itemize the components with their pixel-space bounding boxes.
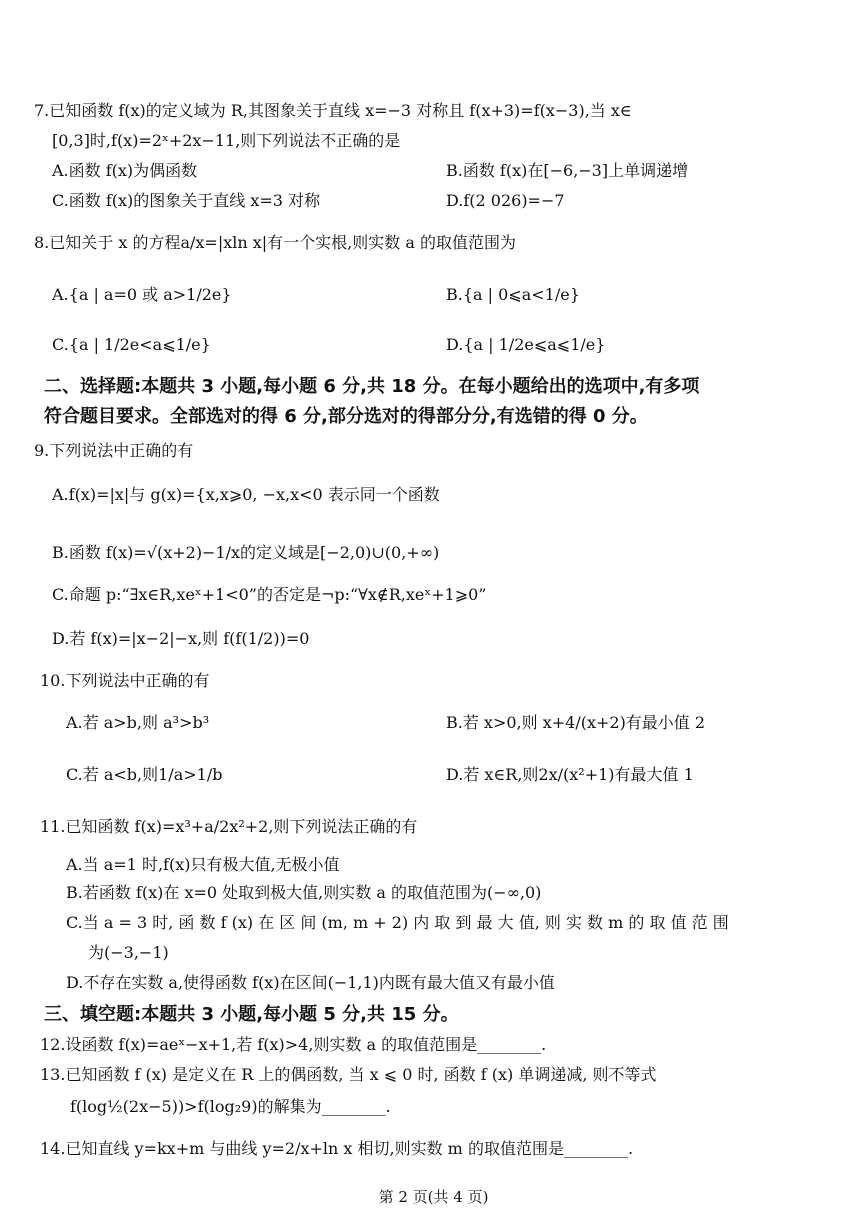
- q13-line1: 13.已知函数 f (x) 是定义在 R 上的偶函数, 当 x ⩽ 0 时, 函数 f (x) 单调递减, 则不等式: [40, 1065, 657, 1084]
- q7-option-b: B.函数 f(x)在[−6,−3]上单调递增: [446, 161, 689, 180]
- q11-option-b: B.若函数 f(x)在 x=0 处取到极大值,则实数 a 的取值范围为(−∞,0): [66, 883, 542, 902]
- q7-option-c: C.函数 f(x)的图象关于直线 x=3 对称: [52, 191, 321, 210]
- page-footer: 第 2 页(共 4 页): [378, 1188, 489, 1206]
- section-2-heading-line2: 符合题目要求。全部选对的得 6 分,部分选对的得部分分,有选错的得 0 分。: [44, 406, 648, 427]
- q9-option-b: B.函数 f(x)=√(x+2)−1/x的定义域是[−2,0)∪(0,+∞): [52, 543, 440, 562]
- q9-option-a: A.f(x)=|x|与 g(x)={x,x⩾0, −x,x<0 表示同一个函数: [52, 485, 440, 504]
- q9-option-d: D.若 f(x)=|x−2|−x,则 f(f(1/2))=0: [52, 629, 310, 648]
- q7-stem-line1: 7.已知函数 f(x)的定义域为 R,其图象关于直线 x=−3 对称且 f(x+3)=f(x−3),当 x∈: [34, 101, 632, 120]
- q11-stem: 11.已知函数 f(x)=x³+a/2x²+2,则下列说法正确的有: [40, 817, 418, 836]
- q8-option-d: D.{a | 1/2e⩽a⩽1/e}: [446, 335, 606, 354]
- q11-option-a: A.当 a=1 时,f(x)只有极大值,无极小值: [66, 855, 340, 874]
- q14-text: 14.已知直线 y=kx+m 与曲线 y=2/x+ln x 相切,则实数 m 的取值范围是________.: [40, 1139, 634, 1158]
- q7-option-d: D.f(2 026)=−7: [446, 191, 565, 210]
- q10-option-c: C.若 a<b,则1/a>1/b: [66, 765, 223, 784]
- q8-option-b: B.{a | 0⩽a<1/e}: [446, 285, 580, 304]
- q8-option-a: A.{a | a=0 或 a>1/2e}: [52, 285, 232, 304]
- section-2-heading-line1: 二、选择题:本题共 3 小题,每小题 6 分,共 18 分。在每小题给出的选项中,有多项: [44, 376, 700, 397]
- q7-option-a: A.函数 f(x)为偶函数: [52, 161, 198, 180]
- q8-stem: 8.已知关于 x 的方程a/x=|xln x|有一个实根,则实数 a 的取值范围为: [34, 233, 516, 252]
- section-3-heading: 三、填空题:本题共 3 小题,每小题 5 分,共 15 分。: [44, 1004, 459, 1025]
- q7-stem-line2: [0,3]时,f(x)=2ˣ+2x−11,则下列说法不正确的是: [52, 131, 401, 150]
- q11-option-c-line2: 为(−3,−1): [88, 943, 169, 962]
- q8-option-c: C.{a | 1/2e<a⩽1/e}: [52, 335, 211, 354]
- q10-stem: 10.下列说法中正确的有: [40, 671, 210, 690]
- q9-option-c: C.命题 p:“∃x∈R,xeˣ+1<0”的否定是¬p:“∀x∉R,xeˣ+1⩾0”: [52, 585, 487, 604]
- q13-line2: f(log½(2x−5))>f(log₂9)的解集为________.: [70, 1097, 391, 1116]
- q11-option-d: D.不存在实数 a,使得函数 f(x)在区间(−1,1)内既有最大值又有最小值: [66, 973, 555, 992]
- q10-option-d: D.若 x∈R,则2x/(x²+1)有最大值 1: [446, 765, 694, 784]
- q11-option-c-line1: C.当 a = 3 时, 函 数 f (x) 在 区 间 (m, m + 2) 内 取 到 最 大 值, 则 实 数 m 的 取 值 范 围: [66, 913, 729, 932]
- q10-option-a: A.若 a>b,则 a³>b³: [66, 713, 210, 732]
- q10-option-b: B.若 x>0,则 x+4/(x+2)有最小值 2: [446, 713, 706, 732]
- q9-stem: 9.下列说法中正确的有: [34, 441, 194, 460]
- q12-text: 12.设函数 f(x)=aeˣ−x+1,若 f(x)>4,则实数 a 的取值范围是________.: [40, 1035, 547, 1054]
